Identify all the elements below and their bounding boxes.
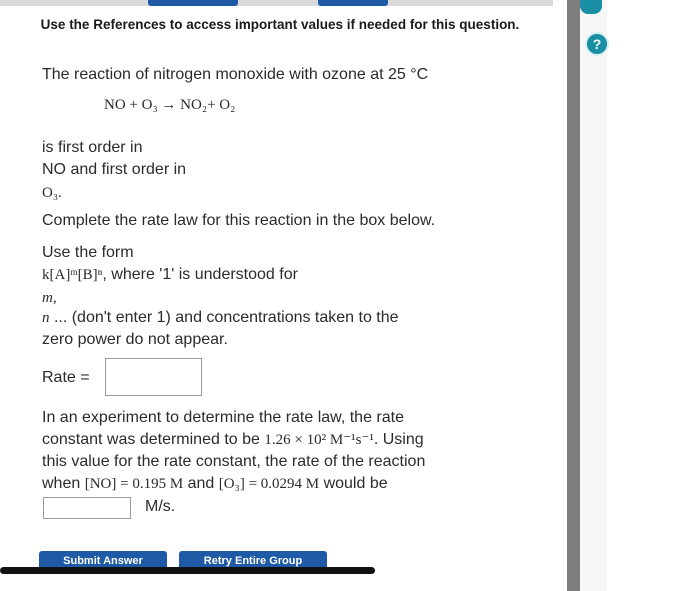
- submit-answer-button[interactable]: Submit Answer: [39, 551, 167, 569]
- toolbar-top-button[interactable]: [580, 0, 602, 14]
- form-expression-line: [42, 264, 298, 286]
- o3-text: O₃.: [42, 185, 62, 201]
- when-text: when: [42, 475, 81, 492]
- would-be-text: would be: [323, 475, 388, 492]
- no-first-order-text: NO and first order in: [42, 161, 187, 178]
- rate-answer-input[interactable]: [43, 497, 131, 519]
- reaction-equation: NO + O₃ → NO₂+ O₂: [104, 97, 236, 113]
- intro-text: The reaction of nitrogen monoxide with ozone at 25 °C: [42, 66, 429, 83]
- o3-concentration: [O₃] = 0.0294 M: [218, 476, 320, 492]
- references-note: Use the References to access important values if needed for this question.: [40, 17, 520, 32]
- n-line: [42, 307, 399, 329]
- help-icon[interactable]: ?: [585, 32, 609, 56]
- top-tab-bar: [0, 0, 553, 6]
- experiment-line-3: this value for the rate constant, the rate of the reaction: [42, 453, 426, 470]
- right-toolbar: [580, 0, 607, 591]
- experiment-line-2b: . Using: [373, 431, 424, 448]
- rate-constant-value: 1.26 × 10² M⁻¹s⁻¹: [264, 432, 374, 448]
- rate-law-input[interactable]: [105, 358, 202, 396]
- no-concentration: [NO] = 0.195 M: [84, 476, 184, 492]
- rate-unit: M/s.: [145, 498, 176, 515]
- form-rest: , where '1' is understood for: [102, 266, 298, 283]
- instruction-text: Complete the rate law for this reaction in the box below.: [42, 212, 436, 229]
- zero-power-text: zero power do not appear.: [42, 331, 228, 348]
- experiment-line-2: [42, 429, 424, 451]
- form-expression: k[A]ᵐ[B]ⁿ: [42, 267, 103, 283]
- n-label: n: [42, 310, 50, 326]
- retry-entire-group-button[interactable]: Retry Entire Group: [179, 551, 327, 569]
- and-text: and: [187, 475, 215, 492]
- first-order-text: is first order in: [42, 139, 143, 156]
- n-rest: ... (don't enter 1) and concentrations taken to the: [49, 309, 399, 326]
- tab-references[interactable]: [318, 0, 388, 6]
- rate-label: Rate =: [42, 369, 90, 386]
- panel-gap: [553, 0, 567, 591]
- annotation-stroke: [0, 567, 375, 574]
- experiment-line-4: [42, 473, 388, 495]
- tab-review-topics[interactable]: [148, 0, 238, 6]
- m-label: m,: [42, 290, 57, 306]
- experiment-line-1: In an experiment to determine the rate law, the rate: [42, 409, 404, 426]
- experiment-line-2a: constant was determined to be: [42, 431, 260, 448]
- form-label: Use the form: [42, 244, 134, 261]
- scrollbar-track[interactable]: [567, 0, 580, 591]
